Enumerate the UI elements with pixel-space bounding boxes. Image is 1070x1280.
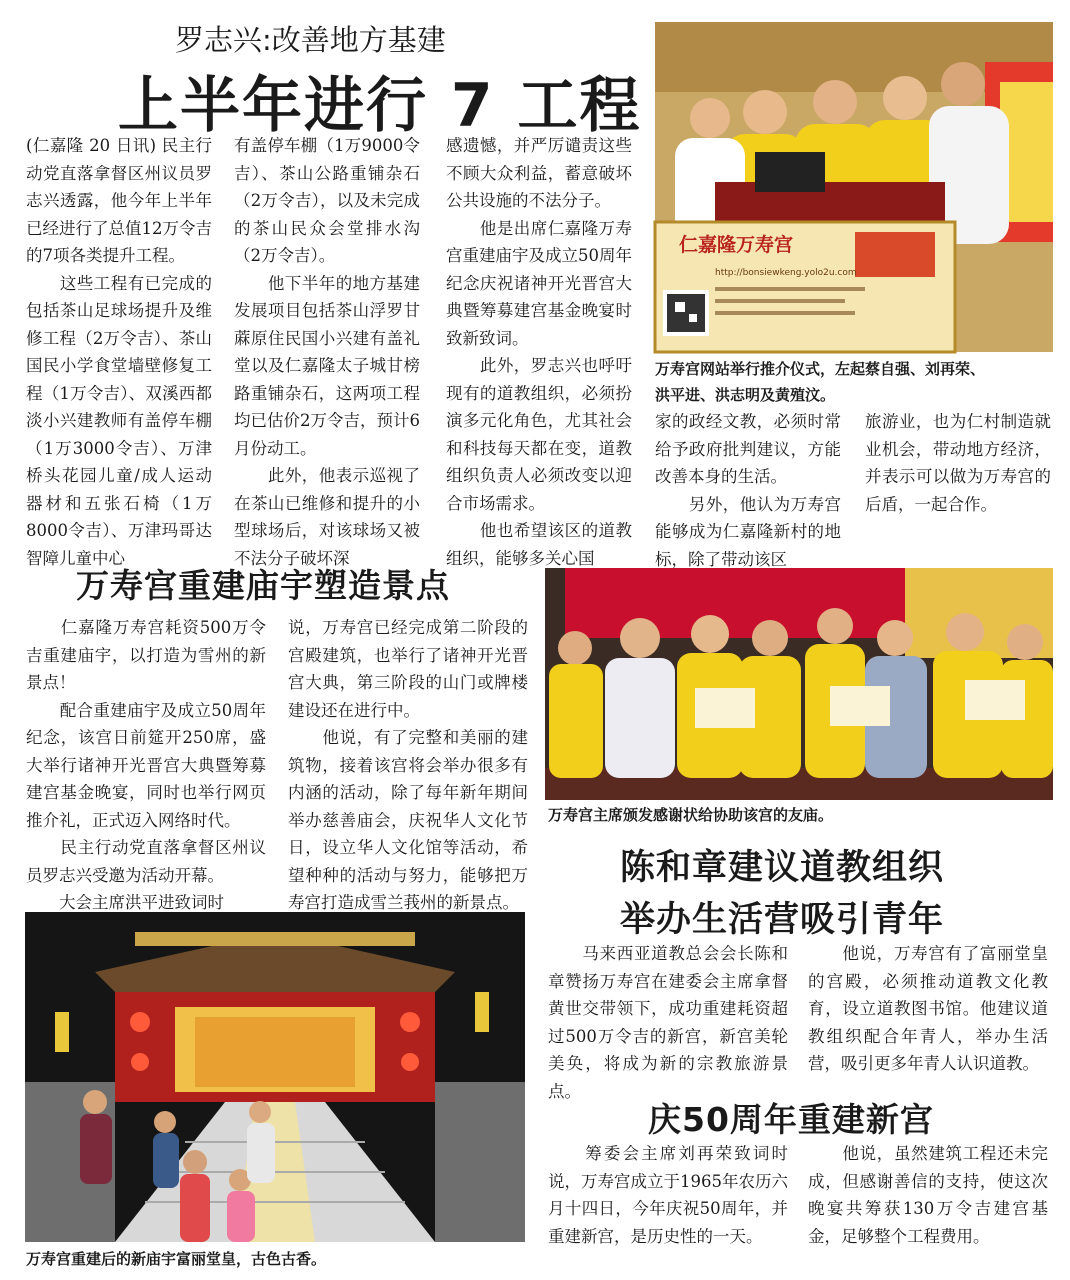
temple-banner-url: http://bonsiewkeng.yolo2u.com [715, 268, 857, 278]
certificate-presentation-illustration [545, 568, 1053, 800]
article2-column-1: 仁嘉隆万寿宫耗资500万令吉重建庙宇，以打造为雪州的新景点！ 配合重建庙宇及成立50周年纪念，该宫日前筵开250席，盛大举行诸神开光晋宫大典暨筹募建宫基金晚宴，同时也举行网页推介礼，正式迈入网络时代。 民主行动党直落拿督区州议员罗志兴受邀为活动开幕。 大会主席洪平进致词时 [26, 618, 266, 912]
launch-ceremony-photo [655, 22, 1053, 352]
temple-banner-title: 仁嘉隆万寿宫 [679, 234, 794, 256]
article3-column-2: 他说，万寿宫有了富丽堂皇的宫殿，必须推动道教文化教育，设立道教图书馆。他建议道教组织配合年青人，举办生活营，吸引更多年青人认识道教。 [808, 944, 1048, 1073]
article2-column-2: 说，万寿宫已经完成第二阶段的宫殿建筑，也举行了诸神开光晋宫大典，第三阶段的山门或牌楼建设还在进行中。 他说，有了完整和美丽的建筑物，接着该宫将会举办很多有内涵的活动，除了每年新年期间举办慈善庙会，庆祝华人文化节日，设立华人文化馆等活动，希望种种的活动与努力，能够把万寿宫打造成雪兰莪州的新景点。 [288, 618, 528, 912]
article1-column-1: (仁嘉隆 20 日讯) 民主行动党直落拿督区州议员罗志兴透露，他今年上半年已经进行了总值12万令吉的7项各类提升工程。 这些工程有已完成的包括茶山足球场提升及维修工程（2万令吉）、茶山国民小学食堂墙壁修复工程（1万令吉）、双溪西都淡小兴建教师有盖停车棚（1万3000令吉）、万津桥头花园儿童/成人运动器材和五张石椅（1万8000令吉）、万津玛哥达智障儿童中心 [26, 136, 212, 568]
article4-headline: 庆50周年重建新宫 [648, 1100, 934, 1139]
article1-kicker: 罗志兴:改善地方基建 [175, 23, 446, 57]
article1-column-3: 感遗憾，并严厉谴责这些不顾大众利益，蓄意破坏公共设施的不法分子。 他是出席仁嘉隆万寿宫重建庙宇及成立50周年纪念庆祝诸神开光晋宫大典暨筹募建宫基金晚宴时致新致词。 此外，罗志兴也呼吁现有的道教组织，必须扮演多元化角色，尤其社会和科技每天都在变，道教组织负责人必须改变以迎合市场需求。 他也希望该区的道教组织，能够多关心国 [446, 136, 632, 568]
article3-headline-line2: 举办生活营吸引青年 [620, 900, 945, 940]
temple-night-photo [25, 912, 525, 1242]
article3-headline-line1: 陈和章建议道教组织 [620, 848, 945, 888]
launch-ceremony-illustration [655, 22, 1053, 352]
temple-night-caption: 万寿宫重建后的新庙宇富丽堂皇，古色古香。 [26, 1250, 327, 1268]
temple-night-illustration [25, 912, 525, 1242]
article4-column-1: 筹委会主席刘再荣致词时说，万寿宫成立于1965年农历六月十四日，今年庆祝50周年，并重建新宫，是历史性的一天。 [548, 1144, 788, 1246]
article1-column-2: 有盖停车棚（1万9000令吉）、茶山公路重铺杂石（2万令吉），以及未完成的茶山民众会堂排水沟（2万令吉）。 他下半年的地方基建发展项目包括茶山浮罗甘蔴原住民国小兴建有盖礼堂以及仁嘉隆太子城甘榜路重铺杂石，这两项工程均已估价2万令吉，预计6月份动工。 此外，他表示巡视了在茶山已维修和提升的小型球场后，对该球场又被不法分子破坏深 [234, 136, 420, 568]
article2-headline: 万寿宫重建庙宇塑造景点 [76, 566, 450, 605]
launch-ceremony-caption: 万寿宫网站举行推介仪式，左起蔡自强、刘再荣、 洪平进、洪志明及黄殖汶。 [655, 360, 986, 404]
certificate-presentation-caption: 万寿宫主席颁发感谢状给协助该宫的友庙。 [548, 806, 834, 824]
article1-headline: 上半年进行 7 工程 [118, 71, 642, 141]
article1-column-4: 家的政经文教，必须时常给予政府批判建议，方能改善本身的生活。 另外，他认为万寿宫能够成为仁嘉隆新村的地标，除了带动该区 [655, 412, 841, 569]
article3-column-1: 马来西亚道教总会会长陈和章赞扬万寿宫在建委会主席拿督黄世交带领下，成功重建耗资超过500万令吉的新宫，新宫美轮美奂，将成为新的宗教旅游景点。 [548, 944, 788, 1101]
certificate-presentation-photo [545, 568, 1053, 800]
article4-column-2: 他说，虽然建筑工程还未完成，但感谢善信的支持，使这次晚宴共筹获130万令吉建宫基金，足够整个工程费用。 [808, 1144, 1048, 1246]
article1-column-5: 旅游业，也为仁村制造就业机会，带动地方经济，并表示可以做为万寿宫的后盾，一起合作。 [865, 412, 1051, 514]
